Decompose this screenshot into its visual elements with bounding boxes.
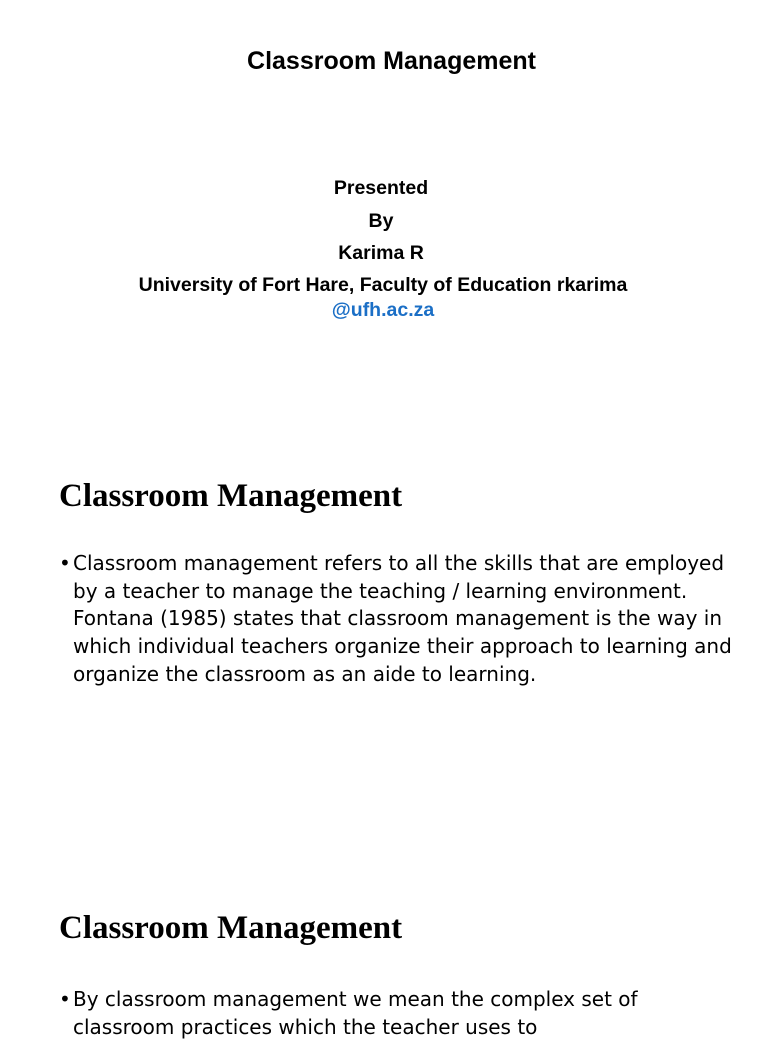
presented-label: Presented xyxy=(333,177,429,199)
bullet-point xyxy=(59,550,733,689)
email-link[interactable]: @ufh.ac.za xyxy=(331,299,435,321)
author-affiliation: University of Fort Hare, Faculty of Education rkarima xyxy=(138,274,628,296)
author-name: Karima R xyxy=(338,242,424,264)
bullet-text: Classroom management refers to all the skills that are employed by a teacher to manage the teaching / learning environment. Fontana (1985) states that classroom management is the way in which individual teachers organize their approach to learning and organize the classroom as an aide to learning. xyxy=(73,551,732,686)
by-label: By xyxy=(368,210,394,232)
bullet-text: By classroom management we mean the complex set of classroom practices which the teacher uses to xyxy=(73,987,638,1039)
slide-heading: Classroom Management xyxy=(59,478,403,514)
bullet-icon: • xyxy=(59,551,71,575)
slide-heading: Classroom Management xyxy=(59,910,403,946)
slide-2 xyxy=(0,434,768,868)
slide-3 xyxy=(0,868,768,1039)
bullet-point xyxy=(59,986,733,1041)
title-slide-heading: Classroom Management xyxy=(247,47,536,75)
slide-1 xyxy=(0,0,768,434)
bullet-icon: • xyxy=(59,987,71,1011)
